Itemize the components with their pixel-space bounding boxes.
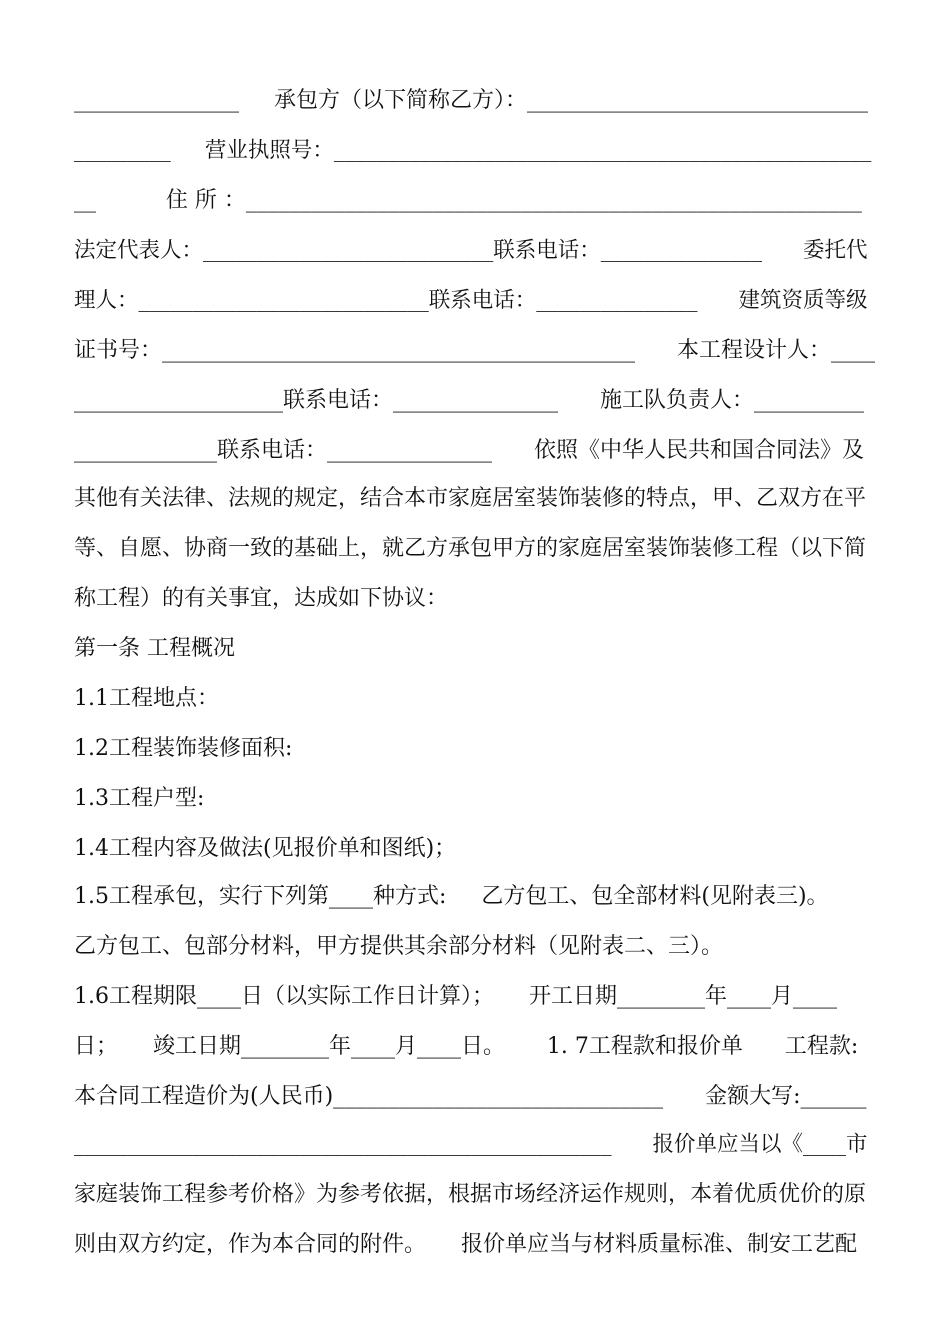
item-1-1: 1.1工程地点：: [74, 686, 219, 711]
line-18: 乙方包工、包部分材料，甲方提供其余部分材料（见附表二、三）。: [74, 934, 724, 959]
item-1-4: 1.4工程内容及做法(见报价单和图纸)；: [74, 836, 457, 861]
line-11: 称工程）的有关事宜，达成如下协议：: [74, 586, 449, 611]
line-9: 其他有关法律、法规的规定，结合本市家庭居室装饰装修的特点，甲、乙双方在平: [74, 486, 867, 511]
item-1-2: 1.2工程装饰装修面积:: [74, 736, 293, 761]
line-20: 日； 竣工日期________年____月____日。 1. 7工程款和报价单 工程款:: [74, 1034, 859, 1059]
line-23: 家庭装饰工程参考价格》为参考依据，根据市场经济运作规则，本着优质优价的原: [74, 1182, 867, 1207]
item-1-3: 1.3工程户型:: [74, 786, 205, 811]
line-10: 等、自愿、协商一致的基础上，就乙方承包甲方的家庭居室装饰装修工程（以下简: [74, 536, 867, 561]
line-22: __________________________________________________ 报价单应当以《____市: [74, 1132, 868, 1157]
line-21: 本合同工程造价为(人民币)______________________________ 金额大写:______: [74, 1084, 867, 1109]
line-7: ___________________联系电话：_______________ 施工队负责人：__________: [74, 388, 864, 413]
line-3: __ 住 所 ：________________________________________________________: [74, 188, 862, 213]
section-heading: 第一条 工程概况: [74, 636, 235, 661]
line-2: _________ 营业执照号：__________________________________________________: [74, 138, 872, 163]
item-1-6: 1.6工程期限____日（以实际工作日计算）； 开工日期________年____月____: [74, 984, 837, 1009]
line-5: 理人：___________________________联系电话：_______________ 建筑资质等级: [74, 288, 868, 313]
line-4: 法定代表人：___________________________联系电话：_______________ 委托代: [74, 238, 868, 263]
line-1: _______________ 承包方（以下简称乙方）：_______________________________: [74, 88, 868, 113]
line-24: 则由双方约定，作为本合同的附件。 报价单应当与材料质量标准、制安工艺配: [74, 1232, 857, 1257]
line-8: _____________联系电话：_______________ 依照《中华人民共和国合同法》及: [74, 438, 864, 463]
line-6: 证书号：___________________________________________ 本工程设计人：____: [74, 338, 875, 363]
item-1-5: 1.5工程承包，实行下列第____种方式: 乙方包工、包全部材料(见附表三)。: [74, 884, 829, 909]
